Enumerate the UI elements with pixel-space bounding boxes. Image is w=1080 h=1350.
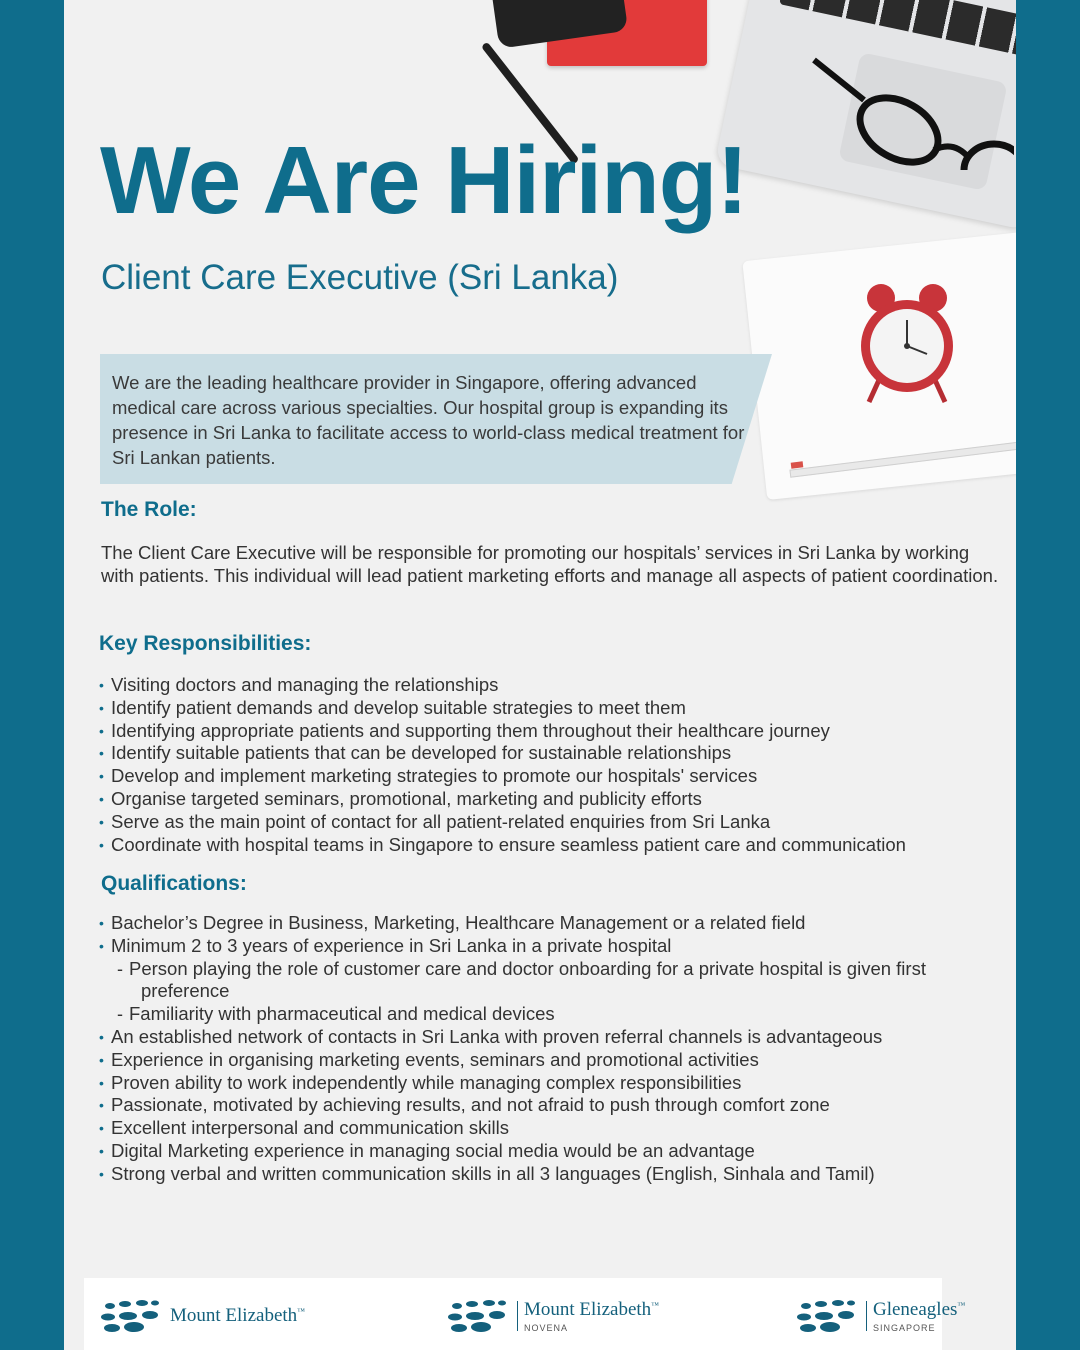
logo-name: Mount Elizabeth: [524, 1299, 652, 1320]
role-description: The Client Care Executive will be responsible for promoting our hospitals’ services in Sri Lanka by working with patients. This individual will lead patient marketing efforts and manage all aspects of patient coordination.: [101, 542, 999, 586]
eyeglasses-image: [804, 40, 1014, 170]
dots-logo-icon: [796, 1298, 858, 1334]
alarm-clock-image: [859, 280, 955, 406]
list-item: • Organise targeted seminars, promotional, marketing and publicity efforts: [99, 788, 999, 811]
job-title: Client Care Executive (Sri Lanka): [101, 258, 619, 297]
logo-subname: SINGAPORE: [873, 1323, 936, 1333]
text-fade: [64, 1186, 1016, 1216]
list-item: • Identify patient demands and develop suitable strategies to meet them: [99, 697, 999, 720]
sub-list-item: [99, 1003, 999, 1026]
list-item: • An established network of contacts in Sri Lanka with proven referral channels is advantageous: [99, 1026, 999, 1049]
list-item: • Passionate, motivated by achieving results, and not afraid to push through comfort zone: [99, 1094, 999, 1117]
qualifications-heading: Qualifications:: [101, 872, 247, 895]
list-item: • Digital Marketing experience in managing social media would be an advantage: [99, 1140, 999, 1163]
logo-name: Mount Elizabeth: [170, 1305, 298, 1326]
list-item: • Proven ability to work independently while managing complex responsibilities: [99, 1072, 999, 1095]
gleneagles-logo: [796, 1298, 965, 1334]
list-item: • Visiting doctors and managing the relationships: [99, 674, 999, 697]
list-item: • Identify suitable patients that can be developed for sustainable relationships: [99, 742, 999, 765]
sub-item-text: - Familiarity with pharmaceutical and medical devices: [129, 1003, 555, 1025]
trademark: ™: [297, 1306, 306, 1316]
responsibilities-heading: Key Responsibilities:: [99, 632, 312, 655]
list-item: • Minimum 2 to 3 years of experience in Sri Lanka in a private hospital: [99, 935, 999, 958]
hiring-poster: [64, 0, 1016, 1350]
list-item: • Excellent interpersonal and communication skills: [99, 1117, 999, 1140]
responsibilities-list: [99, 674, 999, 856]
logo-divider: [866, 1301, 867, 1331]
sub-item-text: - Person playing the role of customer care and doctor onboarding for a private hospital is given first preference: [129, 957, 926, 1002]
mount-elizabeth-logo: [100, 1298, 305, 1334]
trademark: ™: [957, 1300, 966, 1310]
list-item: • Experience in organising marketing events, seminars and promotional activities: [99, 1049, 999, 1072]
dots-logo-icon: [100, 1298, 162, 1334]
list-item: • Develop and implement marketing strategies to promote our hospitals' services: [99, 765, 999, 788]
logo-divider: [517, 1301, 518, 1331]
dots-logo-icon: [447, 1298, 509, 1334]
sub-list-item: [99, 958, 999, 1004]
page-title: We Are Hiring!: [100, 127, 748, 234]
role-heading: The Role:: [101, 498, 197, 521]
logo-name: Gleneagles: [873, 1299, 958, 1320]
intro-text: We are the leading healthcare provider in Singapore, offering advanced medical care across various specialties. Our hospital group is expanding its presence in Sri Lanka to facilitate access to world-class medical treatment for Sri Lankan patients.: [112, 372, 745, 468]
list-item: • Identifying appropriate patients and supporting them throughout their healthcare journey: [99, 720, 999, 743]
mount-elizabeth-novena-logo: [447, 1298, 659, 1334]
list-item: • Bachelor’s Degree in Business, Marketing, Healthcare Management or a related field: [99, 912, 999, 935]
footer-logos: [84, 1278, 966, 1350]
trademark: ™: [651, 1300, 660, 1310]
qualifications-list: [99, 912, 999, 1186]
logo-subname: NOVENA: [524, 1323, 569, 1333]
list-item: • Serve as the main point of contact for all patient-related enquiries from Sri Lanka: [99, 811, 999, 834]
list-item: • Strong verbal and written communication skills in all 3 languages (English, Sinhala and Tamil): [99, 1163, 999, 1186]
list-item: • Coordinate with hospital teams in Singapore to ensure seamless patient care and communication: [99, 834, 999, 857]
